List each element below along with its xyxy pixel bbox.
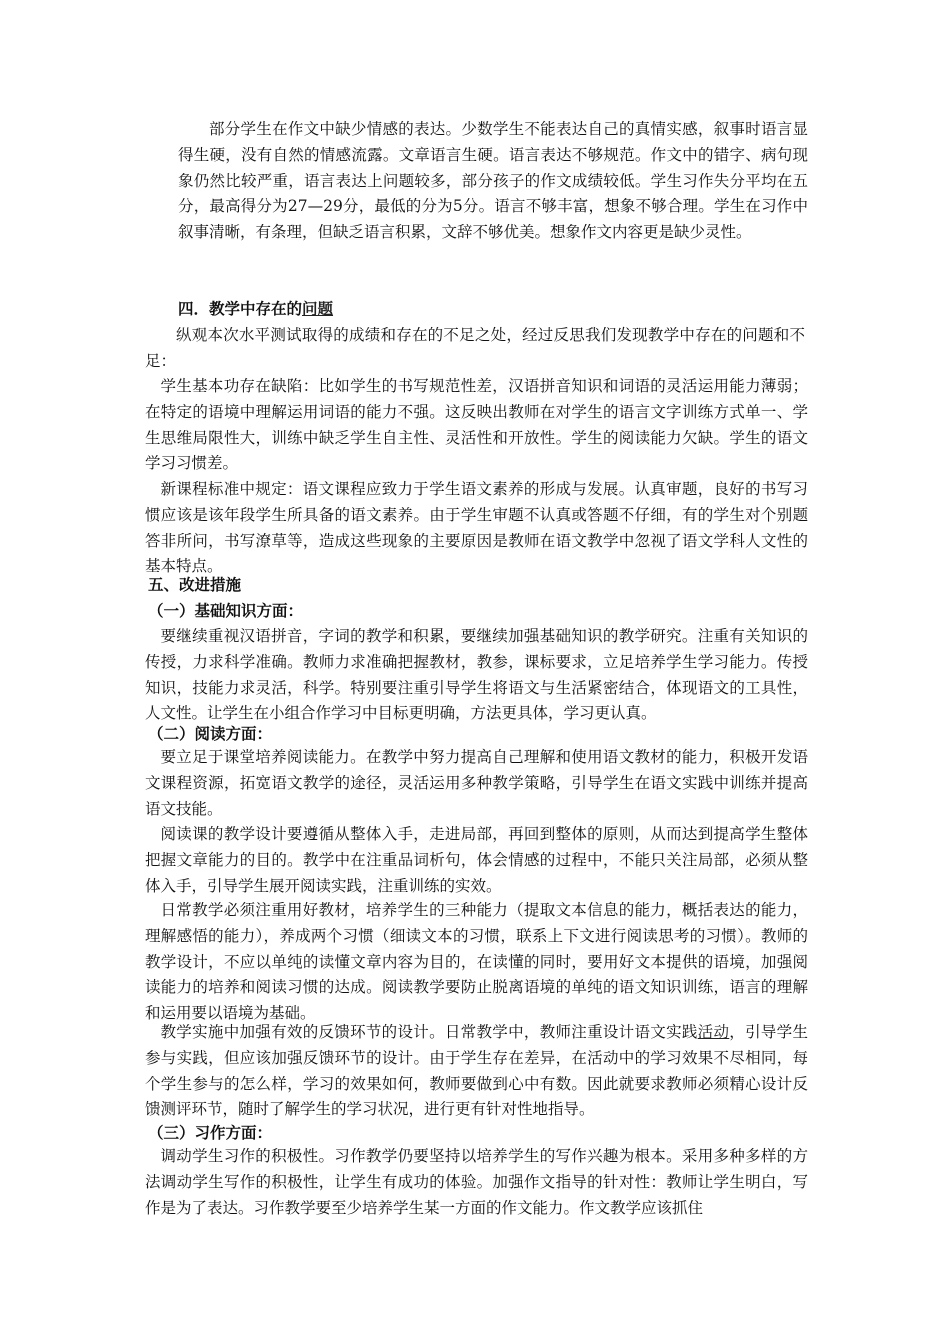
subheading-writing: （三）习作方面：	[148, 1123, 273, 1142]
section-heading-4-text: 四．教学中存在的	[178, 299, 303, 318]
section-heading-4	[178, 297, 333, 321]
subheading-reading: （二）阅读方面：	[148, 724, 273, 743]
paragraph-basic-skills: 学生基本功存在缺陷：比如学生的书写规范性差，汉语拼音知识和词语的灵活运用能力薄弱；在特定的语境中理解运用词语的能力不强。这反映出教师在对学生的语言文字训练方式单一、学生思维局限性大，训练中缺乏学生自主性、灵活性和开放性。学生的阅读能力欠缺。学生的语文学习习惯差。	[145, 377, 808, 473]
paragraph-reading-classroom: 要立足于课堂培养阅读能力。在教学中努力提高自己理解和使用语文教材的能力，积极开发语文课程资源，拓宽语文教学的途径，灵活运用多种教学策略，引导学生在语文实践中训练并提高语文技能。	[145, 748, 808, 818]
paragraph-review-intro: 纵观本次水平测试取得的成绩和存在的不足之处，经过反思我们发现教学中存在的问题和不足：	[145, 326, 805, 370]
problem-link[interactable]: 问题	[302, 299, 334, 318]
paragraph-writing-weakness: 部分学生在作文中缺少情感的表达。少数学生不能表达自己的真情实感，叙事时语言显得生硬，没有自然的情感流露。文章语言生硬。语言表达不够规范。作文中的错字、病句现象仍然比较严重，语言表达上问题较多，部分孩子的作文成绩较低。学生习作失分平均在五分，最高得分为27—29分，最低的分为5分。语言不够丰富，想象不够合理。学生在习作中叙事清晰，有条理，但缺乏语言积累，文辞不够优美。想象作文内容更是缺少灵性。	[178, 120, 808, 242]
paragraph-feedback-part-2: ，引导学生参与实践，但应该加强反馈环节的设计。由于学生存在差异，在活动中的学习效果不尽相同，每个学生参与的怎么样，学习的效果如何，教师要做到心中有数。因此就要求教师必须精心设计反馈测评环节，随时了解学生的学习状况，进行更有针对性地指导。	[145, 1023, 808, 1119]
paragraph-writing-motivation: 调动学生习作的积极性。习作教学仍要坚持以培养学生的写作兴趣为根本。采用多种多样的方法调动学生写作的积极性，让学生有成功的体验。加强作文指导的针对性：教师让学生明白，写作是为了表达。习作教学要至少培养学生某一方面的作文能力。作文教学应该抓住	[145, 1147, 808, 1217]
paragraph-feedback-part-1: 教学实施中加强有效的反馈环节的设计。日常教学中，教师注重设计语文实践	[160, 1023, 698, 1041]
paragraph-reading-design: 阅读课的教学设计要遵循从整体入手，走进局部，再回到整体的原则，从而达到提高学生整体把握文章能力的目的。教学中在注重品词析句，体会情感的过程中，不能只关注局部，必须从整体入手，引导学生展开阅读实践，注重训练的实效。	[145, 825, 808, 895]
activity-link[interactable]: 活动	[697, 1023, 730, 1041]
paragraph-curriculum-standard: 新课程标准中规定：语文课程应致力于学生语文素养的形成与发展。认真审题，良好的书写习惯应该是该年段学生所具备的语文素养。由于学生审题不认真或答题不仔细，有的学生对个别题答非所问，书写潦草等，造成这些现象的主要原因是教师在语文教学中忽视了语文学科人文性的基本特点。	[145, 480, 808, 576]
paragraph-feedback	[145, 1020, 808, 1123]
subheading-basic-knowledge: （一）基础知识方面：	[148, 601, 304, 620]
paragraph-reading-habits: 日常教学必须注重用好教材，培养学生的三种能力（提取文本信息的能力，概括表达的能力，理解感悟的能力），养成两个习惯（细读文本的习惯，联系上下文进行阅读思考的习惯）。教师的教学设计，不应以单纯的读懂文章内容为目的，在读懂的同时，要用好文本提供的语境，加强阅读能力的培养和阅读习惯的达成。阅读教学要防止脱离语境的单纯的语文知识训练，语言的理解和运用要以语境为基础。	[145, 901, 808, 1023]
paragraph-basic-knowledge: 要继续重视汉语拼音，字词的教学和积累，要继续加强基础知识的教学研究。注重有关知识的传授，力求科学准确。教师力求准确把握教材，教参，课标要求，立足培养学生学习能力。传授知识，技能力求灵活，科学。特别要注重引导学生将语文与生活紧密结合，体现语文的工具性，人文性。让学生在小组合作学习中目标更明确，方法更具体，学习更认真。	[145, 627, 808, 723]
section-heading-5: 五、改进措施	[148, 575, 242, 594]
